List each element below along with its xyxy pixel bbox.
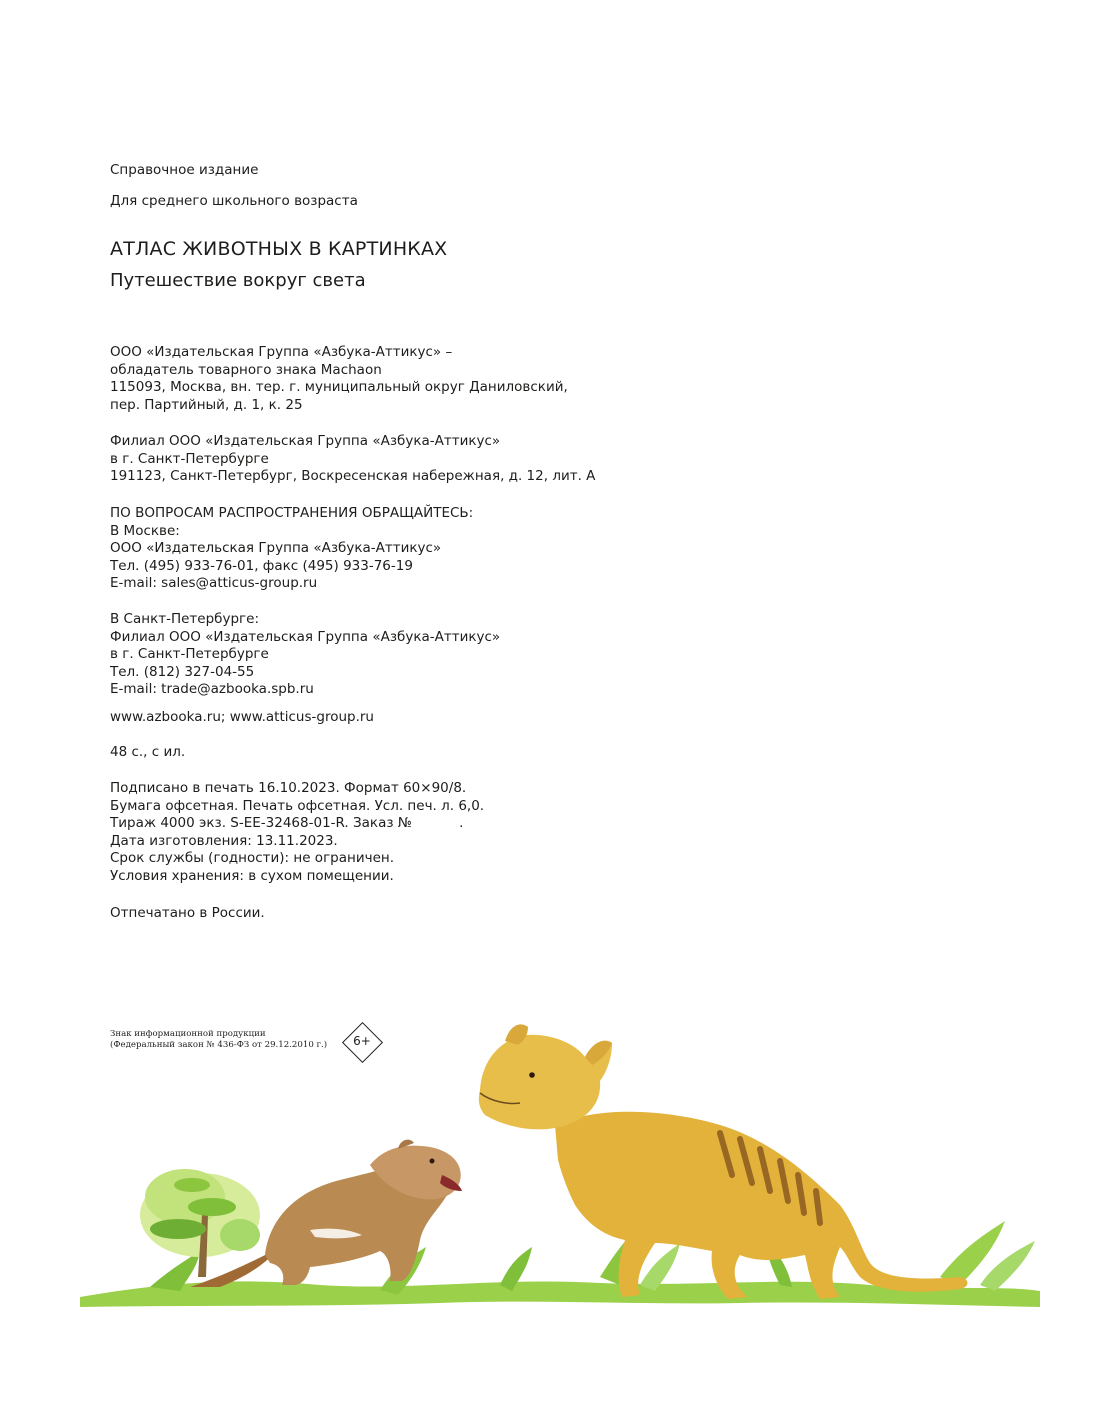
distribution-line: ООО «Издательская Группа «Азбука-Аттикус» (110, 540, 442, 556)
publisher-block (110, 344, 568, 414)
thylacine-icon (479, 1024, 968, 1299)
branch-line: Филиал ООО «Издательская Группа «Азбука-Аттикус» (110, 433, 501, 449)
distribution-email[interactable]: E-mail: trade@azbooka.spb.ru (110, 681, 314, 697)
websites[interactable]: www.azbooka.ru; www.atticus-group.ru (110, 709, 374, 725)
book-title: АТЛАС ЖИВОТНЫХ В КАРТИНКАХ (110, 238, 448, 260)
tree-icon (140, 1169, 260, 1277)
print-info-block (110, 780, 484, 885)
print-info-line: Дата изготовления: 13.11.2023. (110, 832, 338, 849)
info-sign-line: (Федеральный закон № 436-ФЗ от 29.12.2010 г.) (110, 1039, 328, 1050)
printed-in: Отпечатано в России. (110, 905, 265, 921)
print-info-line: Условия хранения: в сухом помещении. (110, 867, 394, 884)
branch-line: в г. Санкт-Петербурге (110, 450, 269, 467)
animals-illustration (80, 1015, 1040, 1315)
distribution-line: Тел. (495) 933-76-01, факс (495) 933-76-19 (110, 557, 413, 574)
distribution-line: Филиал ООО «Издательская Группа «Азбука-Аттикус» (110, 628, 501, 645)
print-info-line: Бумага офсетная. Печать офсетная. Усл. печ. л. 6,0. (110, 797, 485, 814)
branch-line: 191123, Санкт-Петербург, Воскресенская набережная, д. 12, лит. А (110, 468, 596, 484)
distribution-spb-block (110, 611, 500, 699)
age-group: Для среднего школьного возраста (110, 193, 358, 209)
publisher-line: пер. Партийный, д. 1, к. 25 (110, 396, 303, 413)
print-info-line: Срок службы (годности): не ограничен. (110, 850, 395, 866)
distribution-email[interactable]: E-mail: sales@atticus-group.ru (110, 575, 318, 591)
print-info-line: Подписано в печать 16.10.2023. Формат 60×90/8. (110, 780, 467, 796)
distribution-line: В Санкт-Петербурге: (110, 611, 259, 627)
info-sign-line: Знак информационной продукции (110, 1029, 266, 1039)
age-rating-label: 6+ (353, 1034, 371, 1048)
distribution-moscow-block (110, 505, 473, 593)
publication-kind: Справочное издание (110, 162, 259, 178)
publisher-line: обладатель товарного знака Machaon (110, 361, 382, 378)
distribution-line: ПО ВОПРОСАМ РАСПРОСТРАНЕНИЯ ОБРАЩАЙТЕСЬ: (110, 505, 474, 521)
distribution-line: в г. Санкт-Петербурге (110, 646, 269, 662)
distribution-line: В Москве: (110, 522, 180, 539)
print-info-line: Тираж 4000 экз. S-EE-32468-01-R. Заказ № . (110, 815, 464, 831)
publisher-line: 115093, Москва, вн. тер. г. муниципальный округ Даниловский, (110, 379, 568, 395)
branch-block (110, 433, 595, 486)
book-subtitle: Путешествие вокруг света (110, 270, 366, 291)
publisher-line: ООО «Издательская Группа «Азбука-Аттикус» – (110, 344, 453, 360)
distribution-line: Тел. (812) 327-04-55 (110, 663, 255, 680)
page-count: 48 с., с ил. (110, 744, 186, 760)
